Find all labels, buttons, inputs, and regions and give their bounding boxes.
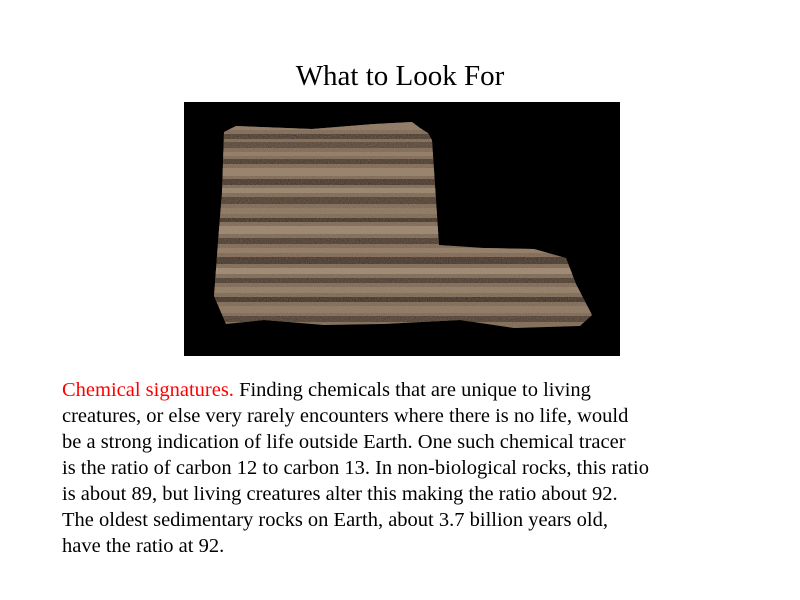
chemical-signatures-body: Finding chemicals that are unique to living creatures, or else very rarely encounters where there is no life, would be a strong indication of life outside Earth. One such chemical tracer is the ratio of carbon 12 to carbon 13. In non-biological rocks, this ratio is about 89, but living creatures alter this making the ratio about 92. The oldest sedimentary rocks on Earth, about 3.7 billion years old, have the ratio at 92. [62,379,649,557]
chemical-signatures-paragraph [62,377,782,559]
rock-specimen-photo [184,102,620,356]
slide-title: What to Look For [295,60,505,92]
rock-specimen-image [184,102,620,356]
chemical-signatures-lead: Chemical signatures. [62,379,234,401]
